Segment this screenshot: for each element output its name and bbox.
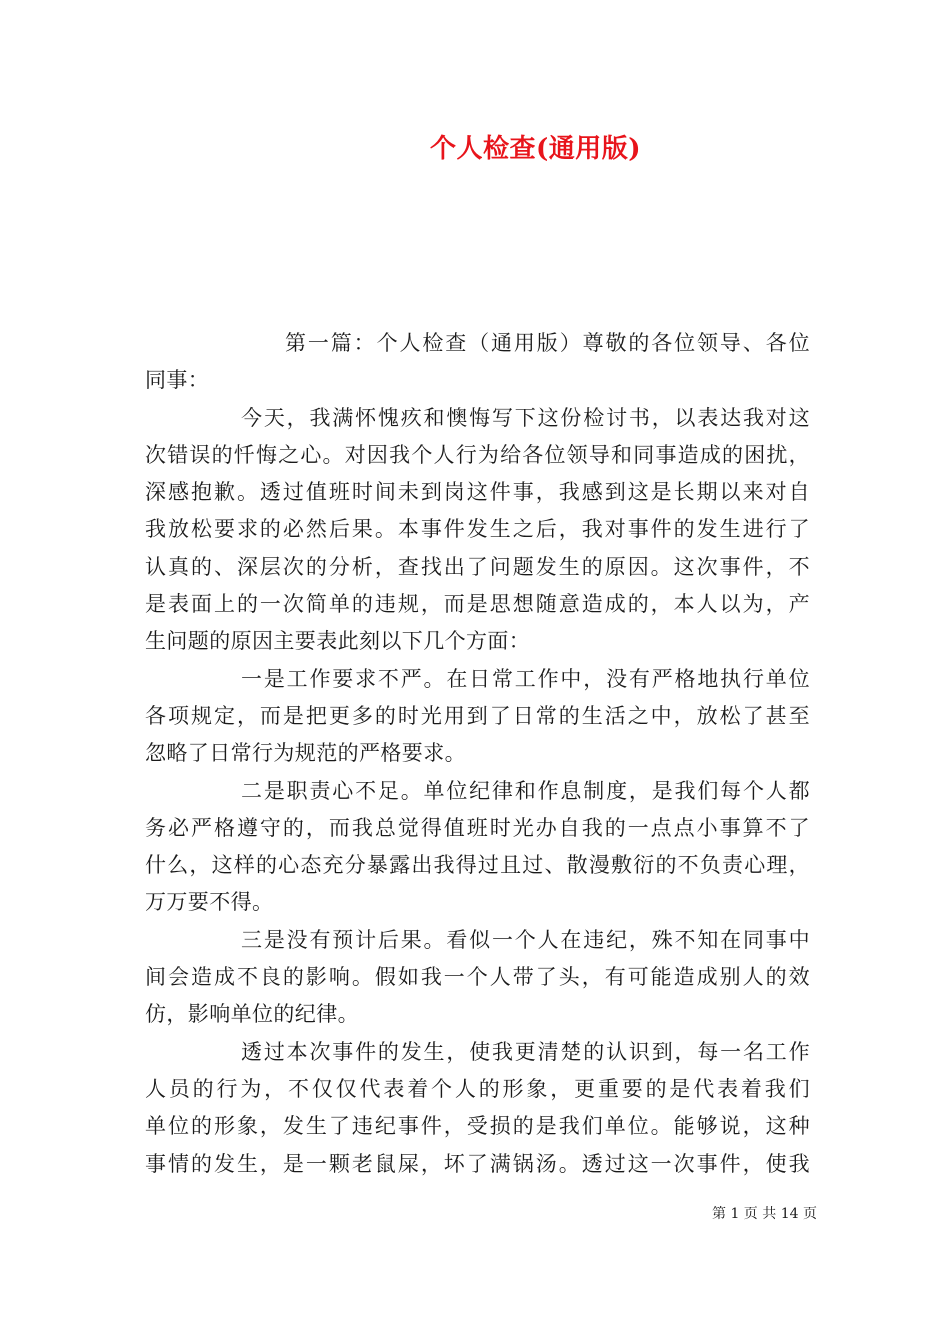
paragraph-line: 人员的行为，不仅仅代表着个人的形象，更重要的是代表着我们 <box>145 1076 810 1101</box>
paragraph-line: 万万要不得。 <box>145 890 274 915</box>
paragraph-line: 二是职责心不足。单位纪律和作息制度，是我们每个人都 <box>241 778 810 803</box>
paragraph-line: 是表面上的一次简单的违规，而是思想随意造成的，本人以为，产 <box>145 592 810 617</box>
page-number-footer: 第 1 页 共 14 页 <box>712 1206 817 1222</box>
paragraph-line: 认真的、深层次的分析，查找出了问题发生的原因。这次事件，不 <box>145 554 810 579</box>
paragraph-line: 生问题的原因主要表此刻以下几个方面： <box>145 629 531 654</box>
paragraph-line: 各项规定，而是把更多的时光用到了日常的生活之中，放松了甚至 <box>145 703 810 728</box>
paragraph-line: 同事： <box>145 368 210 393</box>
paragraph-line: 次错误的忏悔之心。对因我个人行为给各位领导和同事造成的困扰， <box>145 442 810 467</box>
paragraph-line: 务必严格遵守的，而我总觉得值班时光办自我的一点点小事算不了 <box>145 815 810 840</box>
document-body <box>145 325 810 1183</box>
paragraph-line: 我放松要求的必然后果。本事件发生之后，我对事件的发生进行了 <box>145 517 810 542</box>
paragraph-line: 一是工作要求不严。在日常工作中，没有严格地执行单位 <box>241 666 810 691</box>
paragraph-line: 仿，影响单位的纪律。 <box>145 1002 359 1027</box>
paragraph-line: 今天，我满怀愧疚和懊悔写下这份检讨书，以表达我对这 <box>241 405 810 430</box>
paragraph-line: 三是没有预计后果。看似一个人在违纪，殊不知在同事中 <box>241 927 810 952</box>
page-title: 个人检查(通用版) <box>430 134 642 164</box>
paragraph-line: 间会造成不良的影响。假如我一个人带了头，有可能造成别人的效 <box>145 965 810 990</box>
paragraph-line: 忽略了日常行为规范的严格要求。 <box>145 741 466 766</box>
paragraph-line: 透过本次事件的发生，使我更清楚的认识到，每一名工作 <box>241 1039 810 1064</box>
paragraph-line: 单位的形象，发生了违纪事件，受损的是我们单位。能够说，这种 <box>145 1114 810 1139</box>
paragraph-line: 第一篇：个人检查（通用版）尊敬的各位领导、各位 <box>285 331 810 355</box>
paragraph-line: 事情的发生，是一颗老鼠屎，坏了满锅汤。透过这一次事件，使我 <box>145 1151 810 1176</box>
paragraph-line: 深感抱歉。透过值班时间未到岗这件事，我感到这是长期以来对自 <box>145 480 810 505</box>
paragraph-line: 什么，这样的心态充分暴露出我得过且过、散漫敷衍的不负责心理， <box>145 853 810 878</box>
